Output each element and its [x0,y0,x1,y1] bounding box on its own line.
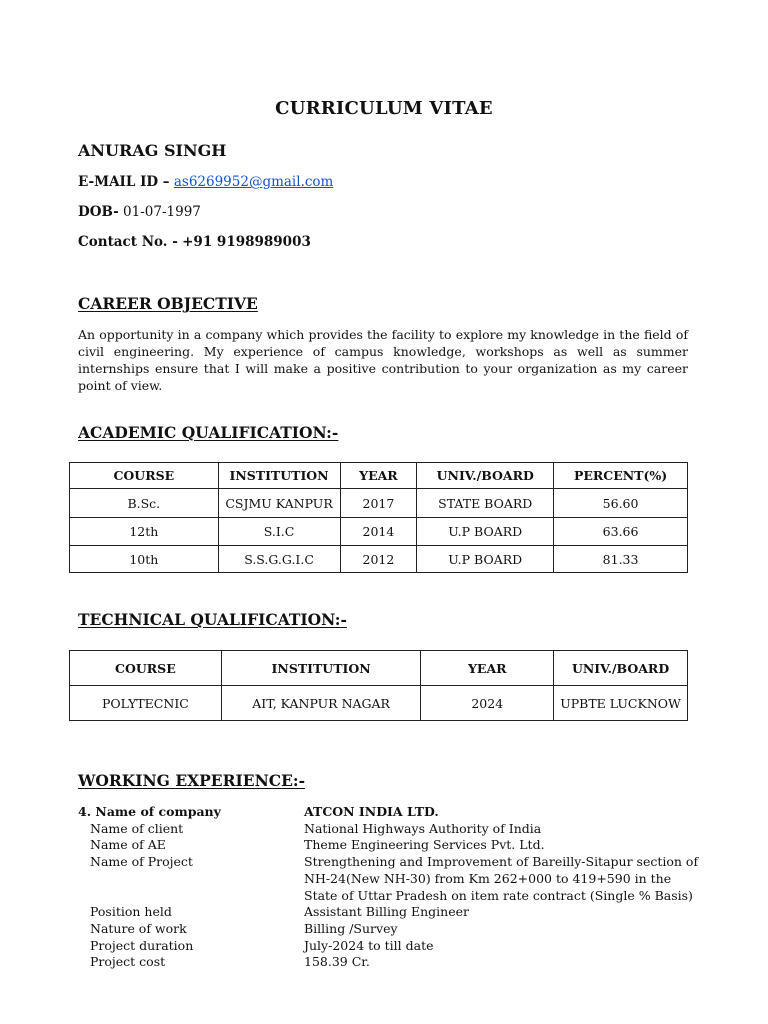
document-title: CURRICULUM VITAE [275,98,493,119]
table-row [70,489,688,518]
client-value: National Highways Authority of India [304,820,542,836]
header-cell: UNIV./BOARD [554,651,688,686]
experience-labels [78,804,298,971]
table-cell: 63.66 [554,518,688,546]
table-cell: UPBTE LUCKNOW [554,686,688,721]
table-cell: AIT, KANPUR NAGAR [221,686,421,721]
company-label: 4. Name of company [78,804,221,819]
technical-heading: TECHNICAL QUALIFICATION:- [78,610,347,629]
technical-table [69,650,688,721]
position-value: Assistant Billing Engineer [304,904,469,920]
table-row [70,518,688,546]
nature-label: Nature of work [90,920,187,936]
header-cell: PERCENT(%) [554,463,688,489]
duration-label: Project duration [90,937,194,953]
header-cell: INSTITUTION [221,651,421,686]
table-cell: STATE BOARD [417,489,554,518]
table-cell: 2014 [340,518,417,546]
phone-line [78,234,311,250]
dob-line [78,204,201,220]
ae-value: Theme Engineering Services Pvt. Ltd. [304,837,545,853]
academic-table [69,462,688,573]
header-cell: YEAR [340,463,417,489]
table-cell: POLYTECNIC [70,686,222,721]
table-row [70,686,688,721]
table-cell: CSJMU KANPUR [218,489,340,518]
table-cell: U.P BOARD [417,518,554,546]
table-cell: B.Sc. [70,489,219,518]
cost-label: Project cost [90,954,166,970]
project-label: Name of Project [90,854,193,870]
header-cell: INSTITUTION [218,463,340,489]
duration-value: July-2024 to till date [304,937,434,953]
table-header-row [70,651,688,686]
email-label: E-MAIL ID – [78,174,170,190]
experience-heading: WORKING EXPERIENCE:- [78,771,306,790]
phone-value: +91 9198989003 [182,234,311,250]
table-cell: S.I.C [218,518,340,546]
dob-value: 01-07-1997 [123,204,201,220]
table-row [70,546,688,573]
table-cell: 2017 [340,489,417,518]
table-cell: 10th [70,546,219,573]
table-header-row [70,463,688,489]
ae-label: Name of AE [90,837,166,853]
candidate-name: ANURAG SINGH [78,141,227,160]
position-label: Position held [90,904,172,920]
career-objective-text: An opportunity in a company which provides the facility to explore my knowledge in the field of civil engineering. My experience of campus knowledge, workshops as well as summer internships ensure that I will make a positive contribution to your organization as my career point of view. [78,327,688,393]
experience-values [304,804,704,971]
table-cell: 81.33 [554,546,688,573]
dob-label: DOB- [78,204,119,220]
header-cell: COURSE [70,463,219,489]
table-cell: S.S.G.G.I.C [218,546,340,573]
academic-heading: ACADEMIC QUALIFICATION:- [78,423,339,442]
phone-label: Contact No. - [78,234,178,250]
table-cell: 2012 [340,546,417,573]
table-cell: 12th [70,518,219,546]
table-cell: 56.60 [554,489,688,518]
client-label: Name of client [90,820,184,836]
header-cell: COURSE [70,651,222,686]
header-cell: YEAR [421,651,554,686]
company-value: ATCON INDIA LTD. [304,804,439,819]
nature-value: Billing /Survey [304,920,398,936]
email-link[interactable]: as6269952@gmail.com [173,174,334,190]
email-line [78,174,333,190]
table-cell: 2024 [421,686,554,721]
project-value: Strengthening and Improvement of Bareilly-Sitapur section of NH-24(New NH-30) from Km 262+000 to 419+590 in the State of Uttar Pradesh on item rate contract (Single % Basis) [304,854,699,903]
header-cell: UNIV./BOARD [417,463,554,489]
table-cell: U.P BOARD [417,546,554,573]
cost-value: 158.39 Cr. [304,954,370,970]
career-objective-heading: CAREER OBJECTIVE [78,294,258,313]
